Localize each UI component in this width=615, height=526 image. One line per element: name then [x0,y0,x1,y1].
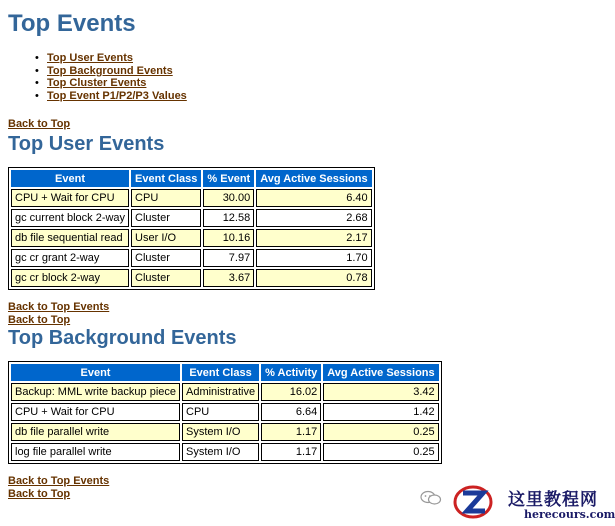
cell-event-class: System I/O [182,423,259,441]
table-row [11,209,372,227]
back-to-top-link[interactable]: Back to Top [8,313,71,326]
cell-percent: 1.17 [261,423,321,441]
cell-event: gc cr grant 2-way [11,249,129,267]
cell-event-class: Cluster [131,209,201,227]
cell-percent: 1.17 [261,443,321,461]
cell-avg-sessions: 1.70 [256,249,371,267]
col-header: % Activity [261,364,321,381]
col-header: Event Class [182,364,259,381]
cell-percent: 6.64 [261,403,321,421]
toc-link-top-cluster-events[interactable]: Top Cluster Events [47,77,147,89]
cell-event: CPU + Wait for CPU [11,403,180,421]
cell-avg-sessions: 0.25 [323,443,438,461]
col-header: Event [11,364,180,381]
table-row [11,383,439,401]
cell-percent: 16.02 [261,383,321,401]
toc-list [8,52,593,102]
cell-avg-sessions: 2.68 [256,209,371,227]
watermark-url: herecours.com [524,508,615,521]
page-title: Top Events [8,10,136,37]
col-header: Event [11,170,129,187]
table-row [11,403,439,421]
cell-avg-sessions: 0.78 [256,269,371,287]
toc-link-top-user-events[interactable]: Top User Events [47,52,133,64]
toc-link-top-background-events[interactable]: Top Background Events [47,64,173,77]
watermark-text: 这里教程网 [508,490,598,510]
report-content [8,10,593,500]
cell-percent: 10.16 [203,229,254,247]
watermark [420,484,615,524]
cell-event: gc cr block 2-way [11,269,129,287]
cell-event: log file parallel write [11,443,180,461]
section-title-background-events: Top Background Events [8,327,237,349]
cell-event-class: CPU [131,189,201,207]
table-row [11,269,372,287]
toc-link-top-event-p1p2p3[interactable]: Top Event P1/P2/P3 Values [47,89,187,102]
toc-item [47,65,593,78]
cell-event-class: System I/O [182,443,259,461]
cell-event-class: Cluster [131,249,201,267]
cell-avg-sessions: 2.17 [256,229,371,247]
back-to-top-events-link[interactable]: Back to Top Events [8,301,110,313]
cell-percent: 7.97 [203,249,254,267]
cell-event-class: Cluster [131,269,201,287]
site-logo-icon [453,484,493,520]
wechat-icon [420,490,442,509]
table-row [11,229,372,247]
cell-event-class: CPU [182,403,259,421]
table-header-row [11,170,372,187]
cell-event: gc current block 2-way [11,209,129,227]
cell-event: db file sequential read [11,229,129,247]
user-events-table [8,167,375,290]
cell-percent: 30.00 [203,189,254,207]
cell-event: db file parallel write [11,423,180,441]
back-to-top-events-link[interactable]: Back to Top Events [8,475,110,487]
cell-event: Backup: MML write backup piece [11,383,180,401]
section-title-user-events: Top User Events [8,133,165,155]
toc-item [47,52,593,65]
cell-event-class: Administrative [182,383,259,401]
table-row [11,423,439,441]
cell-avg-sessions: 0.25 [323,423,438,441]
back-to-top-link[interactable]: Back to Top [8,118,71,130]
table-row [11,189,372,207]
toc-item [47,77,593,90]
back-to-top-link[interactable]: Back to Top [8,487,71,500]
cell-event: CPU + Wait for CPU [11,189,129,207]
cell-avg-sessions: 6.40 [256,189,371,207]
table-header-row [11,364,439,381]
col-header: Event Class [131,170,201,187]
col-header: Avg Active Sessions [256,170,371,187]
background-events-table [8,361,442,464]
table-row [11,443,439,461]
cell-avg-sessions: 1.42 [323,403,438,421]
col-header: Avg Active Sessions [323,364,438,381]
cell-avg-sessions: 3.42 [323,383,438,401]
toc-item [47,90,593,103]
table-row [11,249,372,267]
col-header: % Event [203,170,254,187]
cell-event-class: User I/O [131,229,201,247]
cell-percent: 12.58 [203,209,254,227]
cell-percent: 3.67 [203,269,254,287]
